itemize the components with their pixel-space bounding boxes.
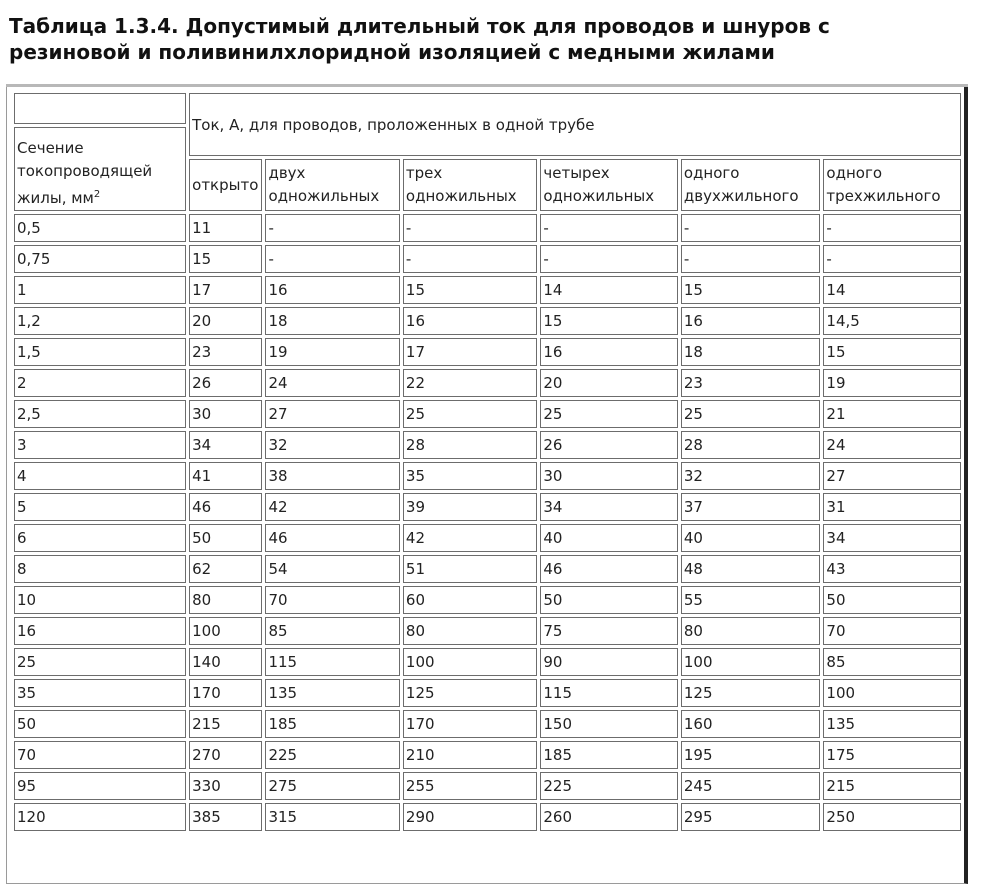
open-cell: 11	[189, 214, 262, 242]
one-triple-cell: 100	[823, 679, 961, 707]
one-triple-cell: 70	[823, 617, 961, 645]
table-row	[14, 524, 961, 552]
two-single-cell: 315	[265, 803, 399, 831]
three-single-cell: 22	[403, 369, 537, 397]
four-single-cell: 46	[540, 555, 678, 583]
two-single-cell: 225	[265, 741, 399, 769]
one-twin-cell: 295	[681, 803, 821, 831]
one-twin-cell: 48	[681, 555, 821, 583]
one-twin-cell: 100	[681, 648, 821, 676]
table-row	[14, 617, 961, 645]
four-single-cell: 26	[540, 431, 678, 459]
table-row	[14, 245, 961, 273]
one-twin-cell: 195	[681, 741, 821, 769]
section-cell: 1,2	[14, 307, 186, 335]
table-row	[14, 803, 961, 831]
three-single-cell: 170	[403, 710, 537, 738]
section-cell: 0,75	[14, 245, 186, 273]
table-row	[14, 741, 961, 769]
current-table	[11, 90, 964, 834]
three-single-cell: 80	[403, 617, 537, 645]
three-single-cell: 42	[403, 524, 537, 552]
section-cell: 1,5	[14, 338, 186, 366]
one-triple-cell: 14,5	[823, 307, 961, 335]
table-row	[14, 586, 961, 614]
four-single-cell: 185	[540, 741, 678, 769]
four-single-cell: 75	[540, 617, 678, 645]
open-cell: 15	[189, 245, 262, 273]
section-cell: 2	[14, 369, 186, 397]
open-cell: 17	[189, 276, 262, 304]
section-cell: 95	[14, 772, 186, 800]
three-single-cell: 15	[403, 276, 537, 304]
column-header-open: открыто	[189, 159, 262, 211]
one-triple-cell: 15	[823, 338, 961, 366]
section-cell: 3	[14, 431, 186, 459]
table-row	[14, 338, 961, 366]
section-cell: 10	[14, 586, 186, 614]
one-triple-cell: 19	[823, 369, 961, 397]
table-row	[14, 772, 961, 800]
one-triple-cell: 27	[823, 462, 961, 490]
two-single-cell: 85	[265, 617, 399, 645]
one-triple-cell: 34	[823, 524, 961, 552]
table-frame-top-border	[6, 84, 968, 87]
table-row	[14, 276, 961, 304]
two-single-cell: 18	[265, 307, 399, 335]
three-single-cell: 210	[403, 741, 537, 769]
open-cell: 26	[189, 369, 262, 397]
three-single-cell: 39	[403, 493, 537, 521]
section-header	[14, 127, 186, 211]
title-line-1: Таблица 1.3.4. Допустимый длительный ток для проводов и шнуров с	[9, 14, 830, 38]
one-triple-cell: 43	[823, 555, 961, 583]
three-single-cell: 17	[403, 338, 537, 366]
section-cell: 25	[14, 648, 186, 676]
four-single-cell: 25	[540, 400, 678, 428]
one-twin-cell: 37	[681, 493, 821, 521]
table-row	[14, 400, 961, 428]
one-twin-cell: 25	[681, 400, 821, 428]
three-single-cell: 51	[403, 555, 537, 583]
open-cell: 215	[189, 710, 262, 738]
table-row	[14, 431, 961, 459]
section-cell: 0,5	[14, 214, 186, 242]
three-single-cell: 25	[403, 400, 537, 428]
four-single-cell: 15	[540, 307, 678, 335]
table-row	[14, 648, 961, 676]
one-twin-cell: 55	[681, 586, 821, 614]
four-single-cell: 50	[540, 586, 678, 614]
two-single-cell: 135	[265, 679, 399, 707]
table-row	[14, 710, 961, 738]
section-cell: 2,5	[14, 400, 186, 428]
one-twin-cell: 15	[681, 276, 821, 304]
title-line-2: резиновой и поливинилхлоридной изоляцией с медными жилами	[9, 40, 775, 64]
four-single-cell: 225	[540, 772, 678, 800]
one-triple-cell: 14	[823, 276, 961, 304]
table-row	[14, 307, 961, 335]
column-header-two-single: двух одножильных	[265, 159, 399, 211]
one-twin-cell: 18	[681, 338, 821, 366]
column-header-one-triple: одного трехжильного	[823, 159, 961, 211]
section-cell: 120	[14, 803, 186, 831]
two-single-cell: 42	[265, 493, 399, 521]
open-cell: 140	[189, 648, 262, 676]
table-row	[14, 369, 961, 397]
four-single-cell: 16	[540, 338, 678, 366]
four-single-cell: -	[540, 245, 678, 273]
four-single-cell: 260	[540, 803, 678, 831]
open-cell: 100	[189, 617, 262, 645]
four-single-cell: 14	[540, 276, 678, 304]
four-single-cell: -	[540, 214, 678, 242]
open-cell: 23	[189, 338, 262, 366]
table-row	[14, 214, 961, 242]
section-cell: 1	[14, 276, 186, 304]
one-twin-cell: 28	[681, 431, 821, 459]
open-cell: 30	[189, 400, 262, 428]
three-single-cell: 28	[403, 431, 537, 459]
table-row	[14, 493, 961, 521]
two-single-cell: -	[265, 245, 399, 273]
one-triple-cell: -	[823, 214, 961, 242]
two-single-cell: 70	[265, 586, 399, 614]
section-cell: 70	[14, 741, 186, 769]
column-header-four-single: четырех одножильных	[540, 159, 678, 211]
open-cell: 46	[189, 493, 262, 521]
open-cell: 41	[189, 462, 262, 490]
one-triple-cell: 50	[823, 586, 961, 614]
two-single-cell: 275	[265, 772, 399, 800]
three-single-cell: 290	[403, 803, 537, 831]
section-cell: 4	[14, 462, 186, 490]
table-row	[14, 679, 961, 707]
one-triple-cell: 31	[823, 493, 961, 521]
open-cell: 34	[189, 431, 262, 459]
section-header-label: Сечение токопроводящей жилы, мм	[17, 139, 153, 207]
one-twin-cell: 80	[681, 617, 821, 645]
one-triple-cell: 85	[823, 648, 961, 676]
two-single-cell: 185	[265, 710, 399, 738]
four-single-cell: 20	[540, 369, 678, 397]
one-twin-cell: 16	[681, 307, 821, 335]
two-single-cell: 19	[265, 338, 399, 366]
one-triple-cell: 24	[823, 431, 961, 459]
two-single-cell: 16	[265, 276, 399, 304]
two-single-cell: 115	[265, 648, 399, 676]
one-twin-cell: 23	[681, 369, 821, 397]
column-header-three-single: трех одножильных	[403, 159, 537, 211]
four-single-cell: 115	[540, 679, 678, 707]
three-single-cell: 60	[403, 586, 537, 614]
column-header-one-twin: одного двухжильного	[681, 159, 821, 211]
four-single-cell: 30	[540, 462, 678, 490]
one-triple-cell: -	[823, 245, 961, 273]
one-triple-cell: 250	[823, 803, 961, 831]
two-single-cell: -	[265, 214, 399, 242]
two-single-cell: 46	[265, 524, 399, 552]
three-single-cell: 255	[403, 772, 537, 800]
section-cell: 5	[14, 493, 186, 521]
four-single-cell: 150	[540, 710, 678, 738]
two-single-cell: 24	[265, 369, 399, 397]
open-cell: 20	[189, 307, 262, 335]
three-single-cell: -	[403, 245, 537, 273]
open-cell: 385	[189, 803, 262, 831]
open-cell: 270	[189, 741, 262, 769]
open-cell: 330	[189, 772, 262, 800]
table-row	[14, 555, 961, 583]
four-single-cell: 90	[540, 648, 678, 676]
open-cell: 80	[189, 586, 262, 614]
section-cell: 8	[14, 555, 186, 583]
two-single-cell: 32	[265, 431, 399, 459]
section-cell: 6	[14, 524, 186, 552]
three-single-cell: 16	[403, 307, 537, 335]
four-single-cell: 34	[540, 493, 678, 521]
one-twin-cell: 245	[681, 772, 821, 800]
section-cell: 50	[14, 710, 186, 738]
group-header: Ток, А, для проводов, проложенных в одной трубе	[189, 93, 961, 156]
open-cell: 170	[189, 679, 262, 707]
one-twin-cell: -	[681, 245, 821, 273]
table-row	[14, 462, 961, 490]
page-title	[9, 13, 969, 65]
section-cell: 35	[14, 679, 186, 707]
one-twin-cell: 32	[681, 462, 821, 490]
four-single-cell: 40	[540, 524, 678, 552]
three-single-cell: 35	[403, 462, 537, 490]
two-single-cell: 54	[265, 555, 399, 583]
one-triple-cell: 215	[823, 772, 961, 800]
one-triple-cell: 135	[823, 710, 961, 738]
three-single-cell: 125	[403, 679, 537, 707]
one-triple-cell: 21	[823, 400, 961, 428]
one-twin-cell: 160	[681, 710, 821, 738]
one-triple-cell: 175	[823, 741, 961, 769]
section-header-unit-sup: 2	[93, 189, 101, 200]
three-single-cell: 100	[403, 648, 537, 676]
header-empty-cell	[14, 93, 186, 124]
open-cell: 62	[189, 555, 262, 583]
open-cell: 50	[189, 524, 262, 552]
two-single-cell: 38	[265, 462, 399, 490]
one-twin-cell: 40	[681, 524, 821, 552]
three-single-cell: -	[403, 214, 537, 242]
one-twin-cell: 125	[681, 679, 821, 707]
two-single-cell: 27	[265, 400, 399, 428]
section-cell: 16	[14, 617, 186, 645]
one-twin-cell: -	[681, 214, 821, 242]
